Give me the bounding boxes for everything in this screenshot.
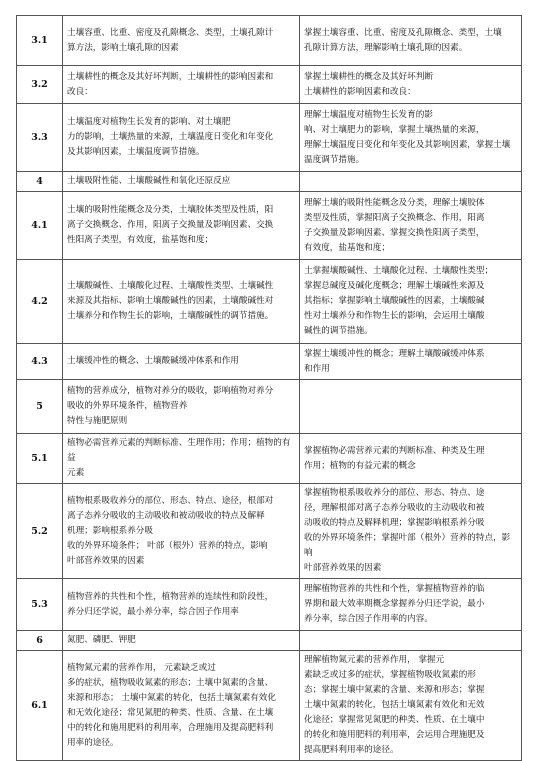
requirement-cell — [300, 344, 522, 380]
requirement-line: 掌握总碱度及碱化度概念；理解土壤碱性来源及 — [304, 281, 485, 291]
requirement-line: 响、对土壤肥力的影响，掌握土壤热量的来源， — [304, 124, 485, 135]
table-row — [17, 380, 522, 434]
content-line: 收的外界环境条件； 叶部（根外）营养的特点，影响 — [67, 540, 268, 551]
requirement-cell — [300, 631, 522, 651]
requirement-line: 孔隙计算方法，理解影响土壤孔隙的因素。 — [304, 42, 468, 53]
requirement-line: 径，理解根部对离子态养分吸收的主动吸收和被 — [304, 503, 485, 513]
requirement-line: 碱性的调节措施。 — [304, 326, 373, 336]
content-line: 离子交换概念、作用，阳离子交换量及影响因素、交换 — [67, 220, 274, 230]
requirement-line: 有效度，盐基饱和度； — [304, 242, 390, 253]
content-line: 力的影响，土壤热量的来源，土壤温度日变化和年变化 — [67, 132, 274, 142]
requirement-line: 态；掌握土壤中氮素的含量、来源和形态；掌握 — [304, 685, 485, 695]
syllabus-table — [16, 15, 522, 761]
requirement-line: 土壤中氮素的转化，包括土壤氮素有效化和无效 — [304, 700, 485, 710]
table-row — [17, 260, 522, 344]
content-line: 植物营养的共性和个性，植物营养的连续性和阶段性， — [67, 591, 274, 602]
requirement-line: 土壤耕性的影响因素和改良： — [304, 86, 416, 97]
content-line: 植物必需营养元素的判断标准、生理作用；作用；植物的有益 — [67, 438, 291, 463]
content-line: 机理；影响根系养分吸 — [67, 525, 153, 536]
content-line: 改良： — [67, 86, 93, 97]
content-cell — [63, 192, 300, 260]
content-line: 及其影响因素，土壤温度调节措施。 — [67, 147, 205, 157]
section-number: 4.3 — [17, 344, 63, 380]
table-row — [17, 192, 522, 260]
requirement-cell — [300, 172, 522, 192]
content-line: 性阳离子类型，有效度，盐基饱和度； — [67, 235, 214, 245]
requirement-line: 叶部营养效果的因素 — [304, 563, 382, 573]
content-cell — [63, 172, 300, 192]
section-number: 4.1 — [17, 192, 63, 260]
content-cell — [63, 16, 300, 66]
content-cell — [63, 260, 300, 344]
table-row — [17, 16, 522, 66]
section-number: 5.2 — [17, 484, 63, 579]
requirement-cell — [300, 16, 522, 66]
content-cell — [63, 66, 300, 104]
content-cell — [63, 484, 300, 579]
content-cell — [63, 579, 300, 631]
requirement-line: 理解土壤温度日变化和年变化及其影响因素，掌握土壤 — [304, 139, 511, 150]
content-line: 土壤的吸附性能概念及分类，土壤胶体类型及性质，阳 — [67, 205, 274, 215]
content-line: 特性与施肥原则 — [67, 416, 128, 426]
section-number: 3.3 — [17, 104, 63, 172]
content-cell — [63, 631, 300, 651]
requirement-line: 的转化和施用肥料的利用率，会运用合理施肥及 — [304, 730, 485, 740]
content-cell — [63, 380, 300, 434]
content-line: 土壤养分和作物生长的影响，土壤酸碱性的调节措施。 — [67, 311, 274, 321]
requirement-line: 掌握土壤耕性的概念及其好坏判断 — [304, 71, 433, 82]
content-cell — [63, 104, 300, 172]
requirement-cell — [300, 484, 522, 579]
requirement-line: 动吸收的特点及解释机理；掌握影响根系养分吸 — [304, 518, 485, 528]
requirement-line: 掌握植物根系吸收养分的部位、形态、特点、途 — [304, 488, 485, 498]
requirement-line: 和作用 — [304, 363, 330, 374]
requirement-line: 类型及性质，掌握阳离子交换概念、作用，阳离 — [304, 212, 485, 223]
requirement-cell — [300, 192, 522, 260]
requirement-line: 理解土壤温度对植物生长发育的影 — [304, 109, 433, 120]
content-cell — [63, 651, 300, 761]
requirement-line: 理解植物营养的共性和个性，掌握植物营养的临 — [304, 584, 485, 594]
content-line: 土壤耕性的概念及其好坏判断，土壤耕性的影响因素和 — [67, 71, 274, 82]
content-line: 土壤容重、比重、密度及孔隙概念、类型，土壤孔隙计 — [67, 27, 274, 38]
content-line: 土壤吸附性能、土壤酸碱性和氧化还原反应 — [67, 176, 231, 186]
requirement-line: 土掌握壤酸碱性、土壤酸化过程、土壤酸性类型； — [304, 266, 494, 276]
content-line: 土壤温度对植物生长发育的影响、对土壤肥 — [67, 117, 231, 127]
section-number: 5.1 — [17, 434, 63, 484]
table-row — [17, 434, 522, 484]
content-line: 元素 — [67, 468, 85, 478]
content-line: 中的转化和施用肥料的利用率，合理施用及提高肥料利 — [67, 722, 274, 733]
requirement-line: 素缺乏或过多的症状，掌握植物吸收氮素的形 — [304, 670, 476, 680]
content-line: 吸收的外界环境条件，植物营养 — [67, 401, 188, 411]
requirement-line: 理解土壤的吸附性能概念及分类，理解土壤胶体 — [304, 197, 485, 208]
requirement-line: 提高肥料利用率的途径。 — [304, 745, 399, 755]
content-cell — [63, 434, 300, 484]
requirement-line: 养分率，综合因子作用率的内容。 — [304, 614, 433, 624]
content-line: 用率的途径。 — [67, 737, 119, 748]
table-row — [17, 172, 522, 192]
content-line: 植物氮元素的营养作用， 元素缺乏或过 — [67, 662, 216, 673]
section-number: 5 — [17, 380, 63, 434]
requirement-line: 其指标；掌握影响土壤酸碱性的因素，土壤酸碱 — [304, 296, 485, 306]
requirement-cell — [300, 104, 522, 172]
content-line: 和无效化途径；常见氮肥的种类、性质、含量、在土壤 — [67, 707, 274, 718]
requirement-line: 收的外界环境条件；掌握叶部（根外）营养的特点，影响 — [304, 533, 511, 558]
content-line: 土壤酸碱性、土壤酸化过程、土壤酸性类型、土壤碱性 — [67, 281, 274, 291]
syllabus-table-body — [17, 16, 522, 761]
requirement-line: 性对土壤养分和作物生长的影响，会运用土壤酸 — [304, 311, 485, 321]
requirement-line: 界期和最大效率期概念掌握养分归还学说，最小 — [304, 599, 485, 609]
table-row — [17, 104, 522, 172]
requirement-line: 化途径；掌握常见氮肥的种类、性质、在土壤中 — [304, 715, 485, 725]
section-number: 6 — [17, 631, 63, 651]
section-number: 5.3 — [17, 579, 63, 631]
content-line: 养分归还学说，最小养分率，综合因子作用率 — [67, 606, 239, 617]
content-cell — [63, 344, 300, 380]
table-row — [17, 631, 522, 651]
section-number: 4 — [17, 172, 63, 192]
table-row — [17, 484, 522, 579]
content-line: 离子态养分吸收的主动吸收和被动吸收的特点及解释 — [67, 510, 265, 521]
content-line: 来源和形态； 土壤中氮素的转化，包括土壤氮素有效化 — [67, 692, 276, 703]
requirement-line: 温度调节措施。 — [304, 154, 365, 165]
content-line: 土壤缓冲性的概念、土壤酸碱缓冲体系和作用 — [67, 356, 239, 366]
content-line: 叶部营养效果的因素 — [67, 555, 145, 566]
content-line: 氮肥、磷肥、钾肥 — [67, 635, 136, 645]
table-row — [17, 66, 522, 104]
content-line: 来源及其指标、影响土壤酸碱性的因素，土壤酸碱性对 — [67, 296, 274, 306]
requirement-line: 掌握土壤缓冲性的概念；理解土壤酸碱缓冲体系 — [304, 348, 485, 359]
section-number: 4.2 — [17, 260, 63, 344]
requirement-line: 作用；植物的有益元素的概念 — [304, 460, 416, 471]
section-number: 3.1 — [17, 16, 63, 66]
requirement-line: 掌握土壤容重、比重、密度及孔隙概念、类型，土壤 — [304, 27, 502, 38]
requirement-cell — [300, 579, 522, 631]
requirement-cell — [300, 434, 522, 484]
requirement-cell — [300, 260, 522, 344]
content-line: 植物根系吸收养分的部位、形态、特点、途径，根部对 — [67, 495, 274, 506]
requirement-cell — [300, 380, 522, 434]
section-number: 3.2 — [17, 66, 63, 104]
requirement-line: 理解植物氮元素的营养作用， 掌握元 — [304, 655, 445, 665]
table-row — [17, 651, 522, 761]
content-line: 多的症状，植物吸收氮素的形态；土壤中氮素的含量、 — [67, 677, 274, 688]
table-row — [17, 579, 522, 631]
content-line: 算方法，影响土壤孔隙的因素 — [67, 42, 179, 53]
requirement-cell — [300, 651, 522, 761]
requirement-line: 子交换量及影响因素、掌握交换性阳离子类型， — [304, 227, 485, 238]
requirement-cell — [300, 66, 522, 104]
section-number: 6.1 — [17, 651, 63, 761]
table-row — [17, 344, 522, 380]
content-line: 植物的营养成分，植物对养分的吸收，影响植物对养分 — [67, 386, 274, 396]
requirement-line: 掌握植物必需营养元素的判断标准、种类及生理 — [304, 445, 485, 456]
